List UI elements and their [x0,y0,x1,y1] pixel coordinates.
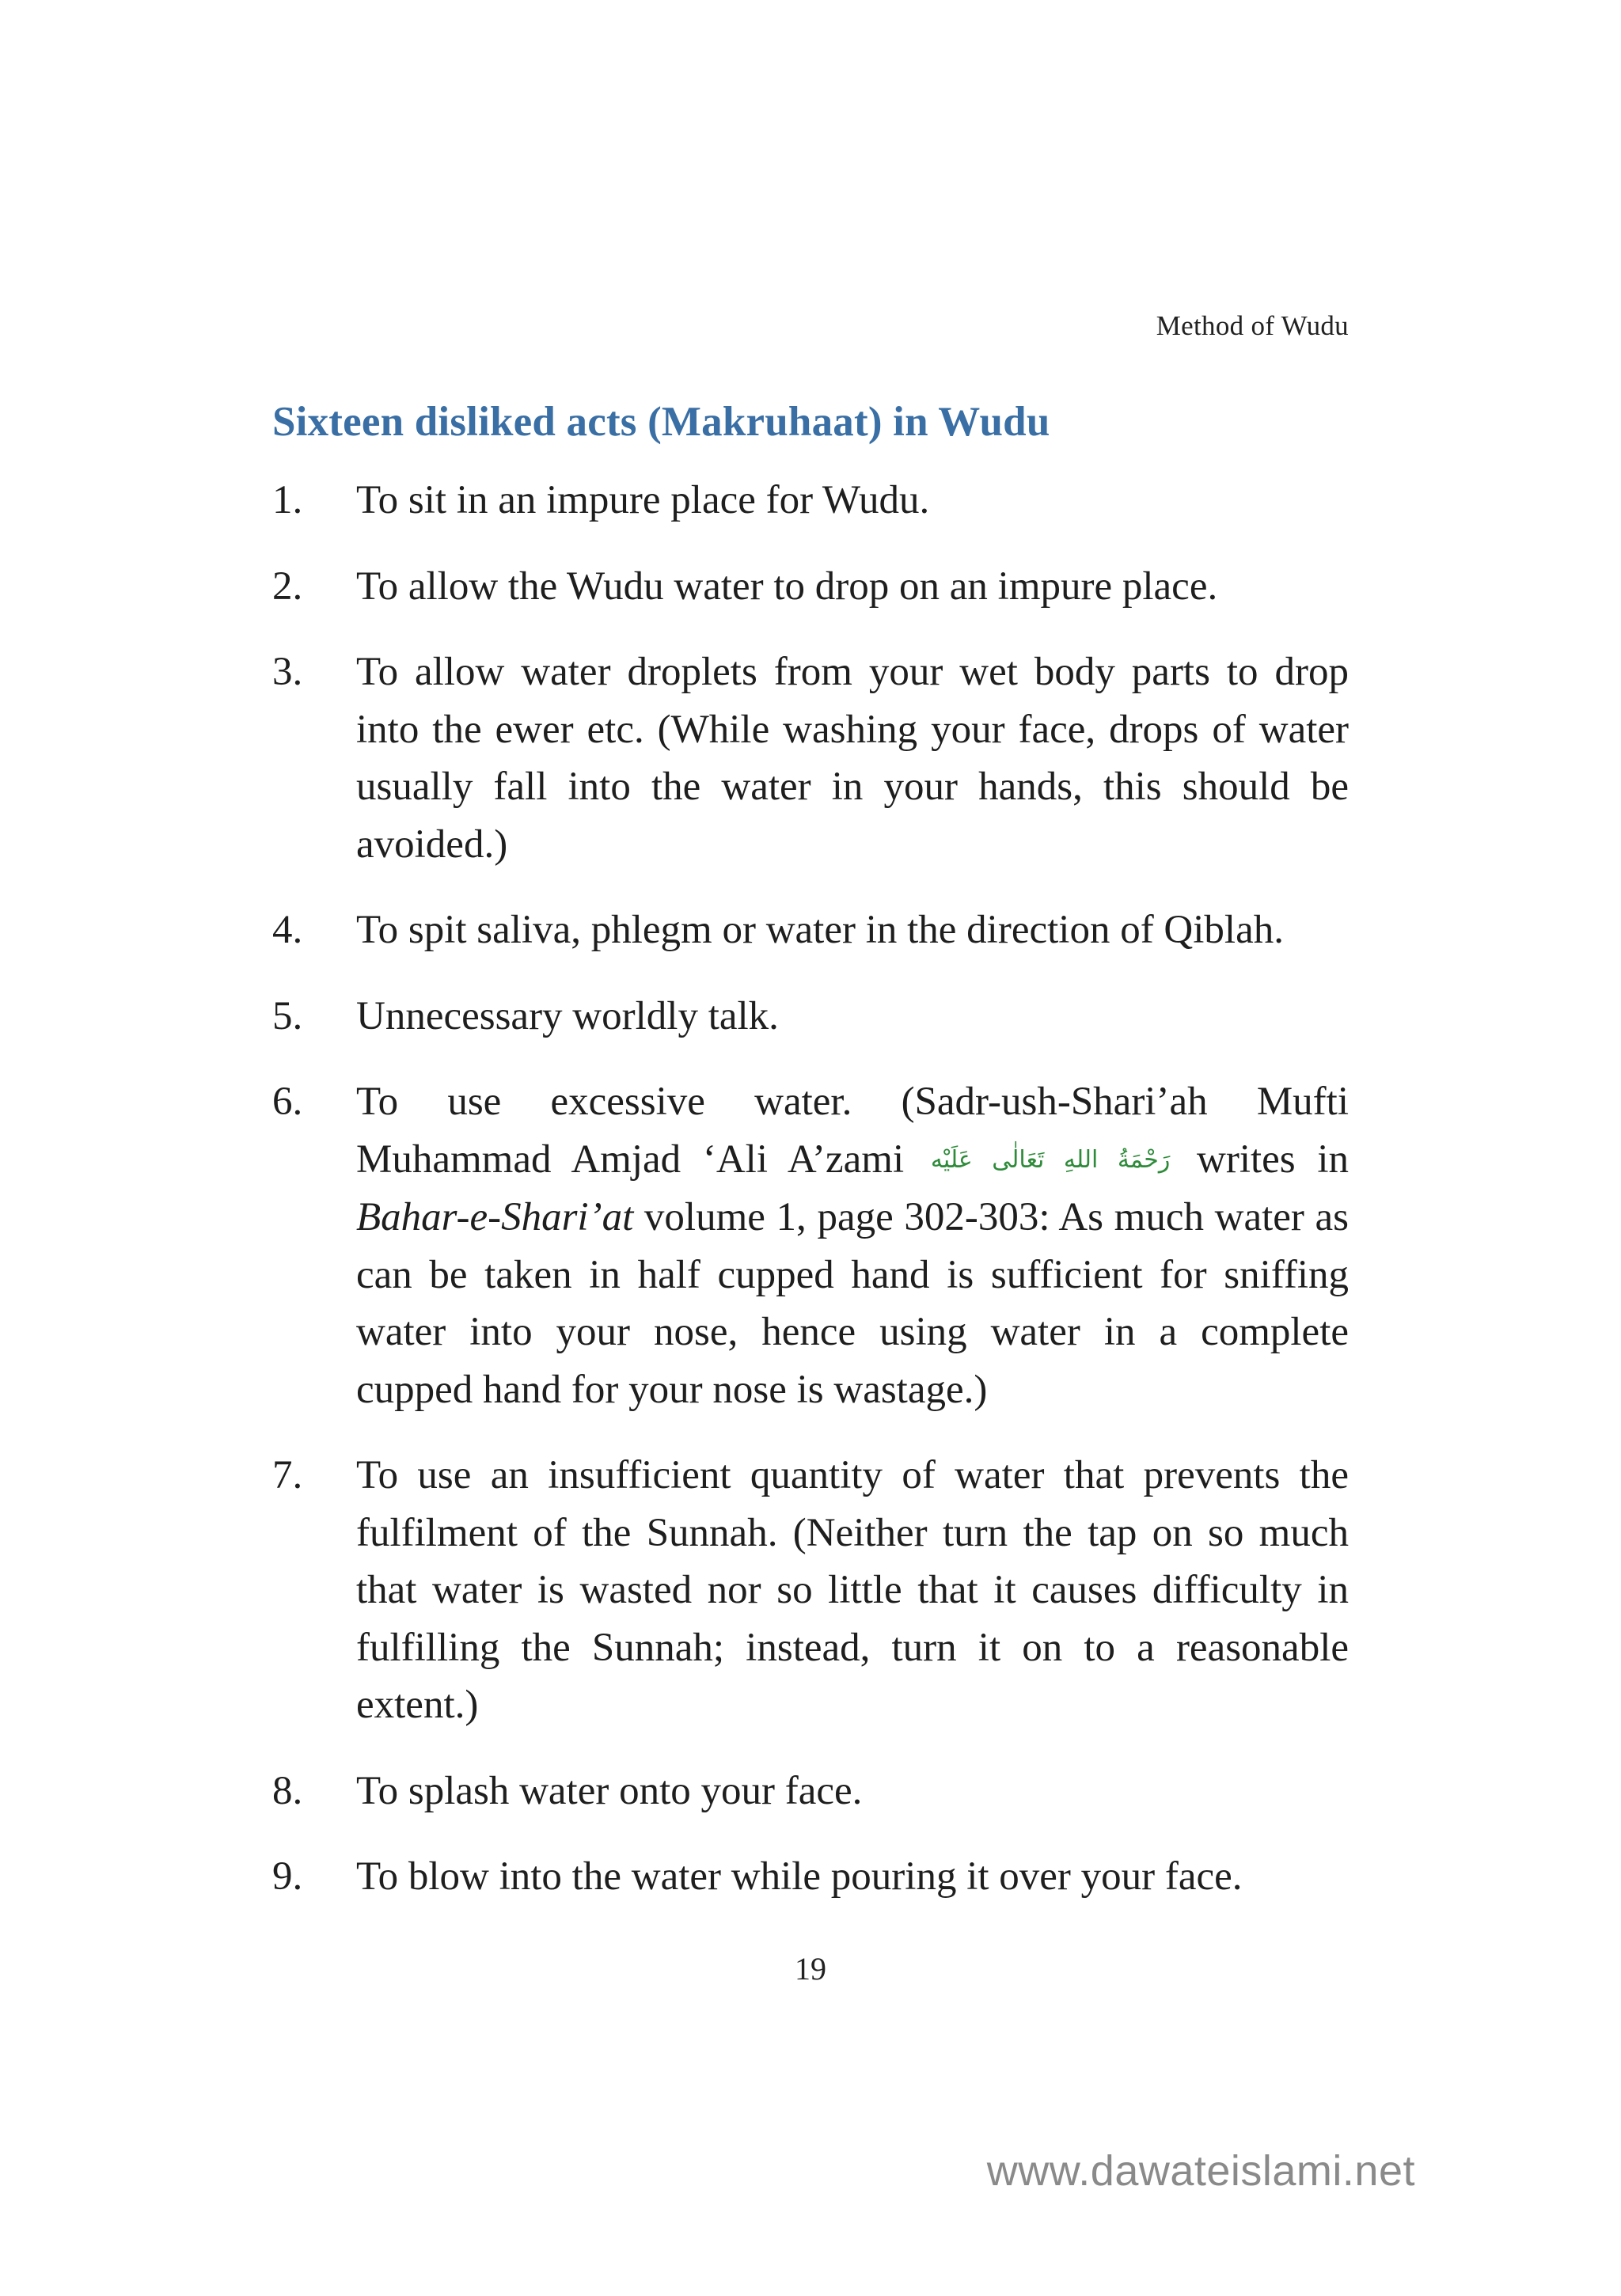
item-text: To allow water droplets from your wet body parts to drop into the ewer etc. (While washing your face, drops of water usually fall into the water in your hands, this should be avoided.) [356,650,1349,867]
item-number: 2. [272,564,303,609]
arabic-honorific: رَحْمَةُ اللهِ تَعَالٰی عَلَیْه [930,1145,1171,1174]
item-number: 6. [272,1080,303,1124]
item-number: 4. [272,908,303,952]
list-item [272,1763,1349,1820]
list-item [272,643,1349,873]
item-number: 5. [272,993,303,1038]
item-text-before: To use excessive water. (Sadr-ush-Shari’ah Mufti Muhammad Amjad ‘Ali A’zami [356,1080,1349,1182]
disliked-acts-list [272,472,1349,1934]
list-item [272,558,1349,616]
item-number: 8. [272,1768,303,1813]
item-text: To sit in an impure place for Wudu. [356,478,930,522]
section-title: Sixteen disliked acts (Makruhaat) in Wudu [272,399,1050,445]
item-text: Unnecessary worldly talk. [356,993,779,1038]
list-item [272,1848,1349,1906]
item-text-after: volume 1, page 302-303: As much water as can be taken in half cupped hand is sufficient for sniffing water into your nose, hence using water in a complete cupped hand for your nose is wastage.) [356,1195,1350,1412]
item-text: To splash water onto your face. [356,1768,863,1813]
list-item [272,472,1349,529]
item-text: To blow into the water while pouring it over your face. [356,1854,1243,1899]
item-number: 7. [272,1453,303,1497]
list-item [272,1447,1349,1734]
book-title: Bahar-e-Shari’at [356,1195,634,1239]
item-number: 9. [272,1854,303,1899]
list-item [272,1073,1349,1418]
item-text: To use an insufficient quantity of water that prevents the fulfilment of the Sunnah. (Neither turn the tap on so much that water is wasted nor so little that it causes difficulty in fulfilling the Sunnah; instead, turn it on to a reasonable extent.) [356,1453,1349,1727]
watermark-url: www.dawateislami.net [986,2147,1415,2195]
item-text: To allow the Wudu water to drop on an impure place. [356,564,1218,609]
list-item [272,901,1349,959]
page-number: 19 [795,1951,826,1987]
running-header: Method of Wudu [1156,310,1349,341]
item-number: 3. [272,650,303,694]
item-text: To spit saliva, phlegm or water in the direction of Qiblah. [356,908,1284,952]
item-text-mid: writes in [1197,1137,1350,1182]
list-item [272,988,1349,1046]
item-number: 1. [272,478,303,522]
